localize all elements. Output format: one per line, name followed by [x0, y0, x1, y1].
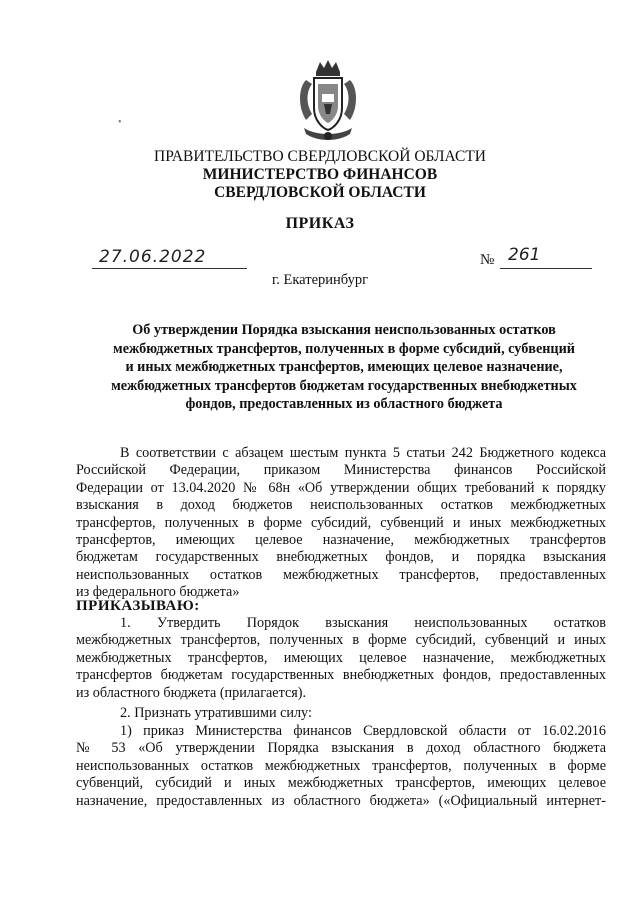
- number-field: [500, 245, 592, 269]
- preamble-line: Российской Федерации, приказом Министерства финансов Российской: [76, 462, 606, 479]
- subject-line: и иных межбюджетных трансфертов, имеющих целевое назначение,: [125, 359, 563, 376]
- order-subject: [84, 321, 604, 414]
- item-2-line: 2. Признать утратившими силу:: [120, 705, 312, 721]
- subject-line: межбюджетных трансфертов, полученных в форме субсидий, субвенций: [113, 340, 575, 357]
- document-type-title: ПРИКАЗ: [285, 215, 355, 232]
- item-1-line: из областного бюджета (прилагается).: [76, 684, 307, 701]
- government-heading: ПРАВИТЕЛЬСТВО СВЕРДЛОВСКОЙ ОБЛАСТИ: [154, 148, 486, 165]
- preamble-line: из федерального бюджета»: [76, 584, 240, 601]
- region-heading: СВЕРДЛОВСКОЙ ОБЛАСТИ: [214, 184, 426, 201]
- city-line: г. Екатеринбург: [271, 272, 369, 288]
- subject-line: фондов, предоставленных из областного бюджета: [185, 396, 503, 413]
- preamble-line: Федерации от 13.04.2020 № 68н «Об утверждении общих требований к порядку: [76, 479, 606, 496]
- date-field: [92, 249, 247, 269]
- item-2-paragraph: [76, 705, 606, 722]
- preamble-line: взыскания в доход бюджетов неиспользованных остатков межбюджетных: [76, 497, 606, 514]
- item-2-1-line: неиспользованных остатков межбюджетных трансфертов, полученных в форме: [76, 757, 606, 774]
- subject-line: межбюджетных трансфертов бюджетам государственных внебюджетных: [111, 377, 577, 394]
- item-1-line: трансфертов бюджетам государственных внебюджетных фондов, предоставленных: [76, 667, 606, 684]
- preamble-line: трансфертов, имеющих целевое назначение, межбюджетных трансфертов: [76, 532, 606, 549]
- handwritten-number: 261: [508, 245, 541, 265]
- item-1-line: межбюджетных трансфертов, имеющих целевое назначение, межбюджетных: [76, 649, 606, 666]
- subject-line: Об утверждении Порядка взыскания неиспользованных остатков: [132, 322, 556, 338]
- item-2-1-line: 1) приказ Министерства финансов Свердловской области от 16.02.2016: [120, 723, 606, 739]
- preamble-line: бюджетам государственных внебюджетных фондов, и порядка взыскания: [76, 549, 606, 566]
- registration-mark: •: [118, 117, 122, 128]
- item-1-line: межбюджетных трансфертов, полученных в форме субсидий, субвенций и иных: [76, 632, 606, 649]
- preamble-line: неиспользованных остатков межбюджетных трансфертов, предоставленных: [76, 566, 606, 583]
- preamble-line: В соответствии с абзацем шестым пункта 5 статьи 242 Бюджетного кодекса: [120, 445, 606, 461]
- number-label: №: [480, 252, 495, 268]
- item-1-line: 1. Утвердить Порядок взыскания неиспользованных остатков: [120, 615, 606, 631]
- item-2-1-paragraph: [76, 723, 606, 810]
- item-2-1-line: № 53 «Об утверждении Порядка взыскания в доход областного бюджета: [76, 740, 606, 757]
- item-2-1-line: назначение, предоставленных из областного бюджета» («Официальный интернет-: [76, 792, 606, 809]
- handwritten-date: 27.06.2022: [99, 247, 207, 267]
- item-2-1-line: субвенций, субсидий и иных межбюджетных трансфертов, имеющих целевое: [76, 775, 606, 792]
- preamble-line: трансфертов, полученных в форме субсидий, субвенций и иных межбюджетных: [76, 514, 606, 531]
- coat-of-arms-emblem: [296, 58, 360, 144]
- preamble-paragraph: [76, 445, 606, 602]
- ministry-heading: МИНИСТЕРСТВО ФИНАНСОВ: [202, 166, 438, 183]
- item-1-paragraph: [76, 615, 606, 702]
- order-word: ПРИКАЗЫВАЮ:: [76, 598, 200, 614]
